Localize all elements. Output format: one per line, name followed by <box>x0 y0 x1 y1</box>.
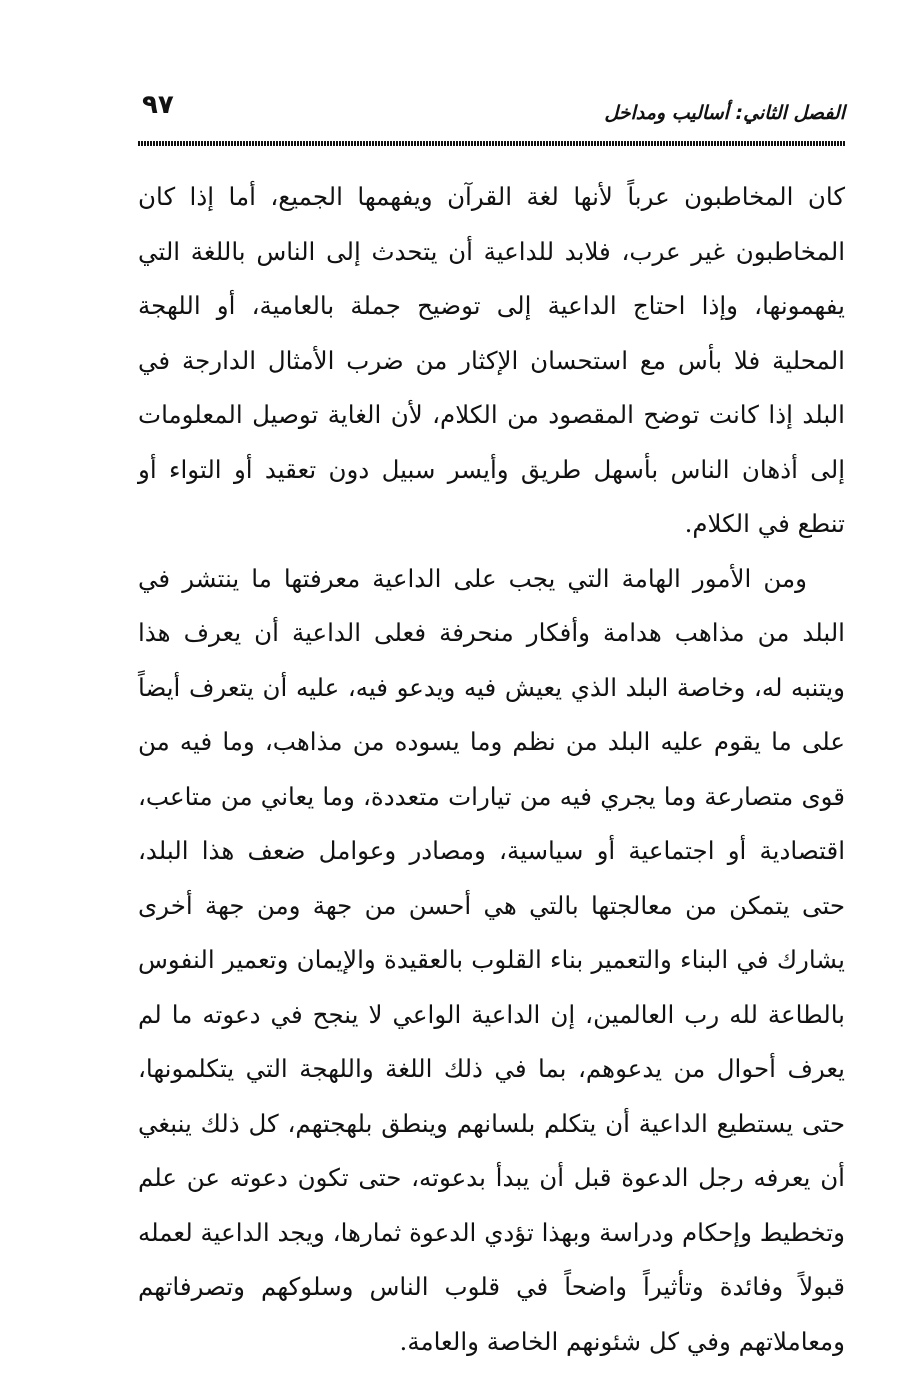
body-text <box>138 170 845 1369</box>
running-header <box>138 88 845 136</box>
chapter-title: الفصل الثاني: أساليب ومداخل <box>604 102 845 124</box>
page-number: ٩٧ <box>142 90 174 120</box>
paragraph-2: ومن الأمور الهامة التي يجب على الداعية معرفتها ما ينتشر في البلد من مذاهب هدامة وأفكار منحرفة فعلى الداعية أن يعرف هذا ويتنبه له، وخاصة البلد الذي يعيش فيه ويدعو فيه، عليه أن يتعرف أيضاً على ما يقوم عليه البلد من نظم وما يسوده من مذاهب، وما فيه من قوى متصارعة وما يجري فيه من تيارات متعددة، وما يعاني من متاعب، اقتصادية أو اجتماعية أو سياسية، ومصادر وعوامل ضعف هذا البلد، حتى يتمكن من معالجتها بالتي هي أحسن من جهة ومن جهة أخرى يشارك في البناء والتعمير بناء القلوب بالعقيدة والإيمان وتعمير النفوس بالطاعة لله رب العالمين، إن الداعية الواعي لا ينجح في دعوته ما لم يعرف أحوال من يدعوهم، بما في ذلك اللغة واللهجة التي يتكلمونها، حتى يستطيع الداعية أن يتكلم بلسانهم وينطق بلهجتهم، كل ذلك ينبغي أن يعرفه رجل الدعوة قبل أن يبدأ بدعوته، حتى تكون دعوته عن علم وتخطيط وإحكام ودراسة وبهذا تؤدي الدعوة ثمارها، ويجد الداعية لعمله قبولاً وفائدة وتأثيراً واضحاً في قلوب الناس وسلوكهم وتصرفاتهم ومعاملاتهم وفي كل شئونهم الخاصة والعامة. <box>138 563 845 1356</box>
paragraph-1: كان المخاطبون عرباً لأنها لغة القرآن ويفهمها الجميع، أما إذا كان المخاطبون غير عرب، فلابد للداعية أن يتحدث إلى الناس باللغة التي يفهمونها، وإذا احتاج الداعية إلى توضيح جملة بالعامية، أو اللهجة المحلية فلا بأس مع استحسان الإكثار من ضرب الأمثال الدارجة في البلد إذا كانت توضح المقصود من الكلام، لأن الغاية توصيل المعلومات إلى أذهان الناس بأسهل طريق وأيسر سبيل دون تعقيد أو التواء أو تنطع في الكلام. <box>138 182 845 538</box>
header-divider <box>138 141 845 146</box>
